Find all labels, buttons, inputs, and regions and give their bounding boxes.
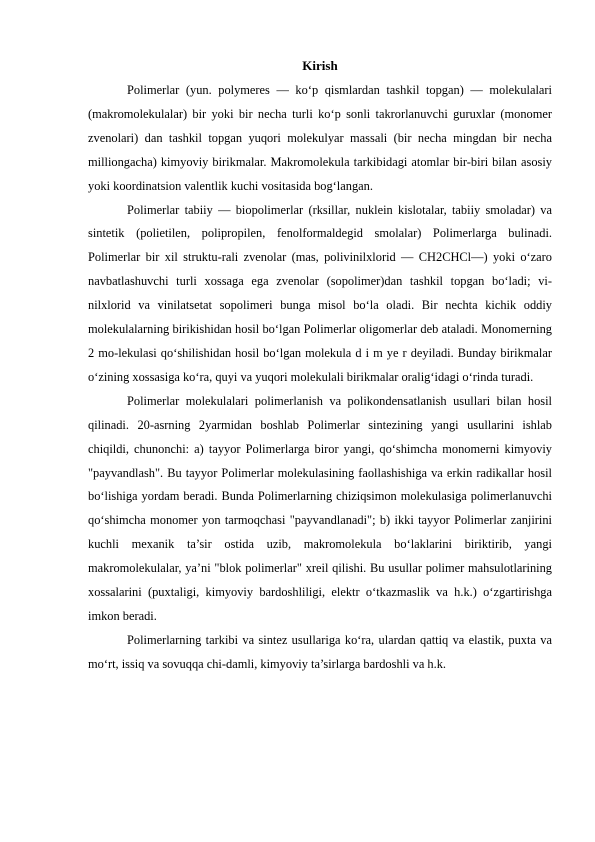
paragraph-properties: Polimerlarning tarkibi va sintez usullariga ko‘ra, ulardan qattiq va elastik, puxta va mo‘rt, issiq va sovuqqa chi-damli, kimyoviy ta’sirlarga bardoshli va h.k. [88, 632, 552, 671]
paragraph-definition: Polimerlar (yun. polymeres — ko‘p qismlardan tashkil topgan) — molekulalari (makromolekulalar) bir yoki bir necha turli ko‘p sonli takrorlanuvchi guruxlar (monomer zvenolari) dan tashkil topgan yuqori molekulyar massali (bir necha mingdan bir necha milliongacha) kimyoviy birikmalar. Makromolekula tarkibidagi atomlar bir-biri bilan asosiy yoki koordinatsion valentlik kuchi vositasida bog‘langan. [88, 83, 552, 193]
page-title: Kirish [302, 58, 338, 73]
paragraph-classification: Polimerlar tabiiy — biopolimerlar (rksillar, nuklein kislotalar, tabiiy smoladar) va sintetik (polietilen, polipropilen, fenolformaldegid smolalar) Polimerlarga bulinadi. Polimerlar bir xil struktu-rali zvenolar (mas, polivinilxlorid — CH2CHCl—) yoki o‘zaro navbatlashuvchi turli xossaga ega zvenolar (sopolimer)dan tashkil topgan bo‘ladi; vi-nilxlorid va vinilatsetat sopolimeri bunga misol bo‘la oladi. Bir nechta kichik oddiy molekulalarning birikishidan hosil bo‘lgan Polimerlar oligomerlar deb ataladi. Monomerning 2 mo-lekulasi qo‘shilishidan hosil bo‘lgan molekula d i m ye r deyiladi. Bunday birikmalar o‘zining xossasiga ko‘ra, quyi va yuqori molekulali birikmalar oralig‘idagi o‘rinda turadi. [88, 202, 552, 384]
document-body [88, 79, 552, 677]
paragraph-synthesis-methods: Polimerlar molekulalari polimerlanish va polikondensatlanish usullari bilan hosil qilinadi. 20-asrning 2yarmidan boshlab Polimerlar sintezining yangi usullarini ishlab chiqildi, chunonchi: a) tayyor Polimerlarga biror yangi, qo‘shimcha monomerni kimyoviy "payvandlash". Bu tayyor Polimerlar molekulasining faollashishiga va erkin radikallar hosil bo‘lishiga yordam beradi. Bunda Polimerlarning chiziqsimon molekulasiga polimerlanuvchi qo‘shimcha monomer yon tarmoqchasi "payvandlanadi"; b) ikki tayyor Polimerlar zanjirini kuchli mexanik ta’sir ostida uzib, makromolekula bo‘laklarini biriktirib, yangi makromolekulalar, ya’ni "blok polimerlar" xreil qilishi. Bu usullar polimer mahsulotlarining xossalarini (puxtaligi, kimyoviy bardoshliligi, elektr o‘tkazmaslik va h.k.) o‘zgartirishga imkon beradi. [88, 393, 552, 623]
